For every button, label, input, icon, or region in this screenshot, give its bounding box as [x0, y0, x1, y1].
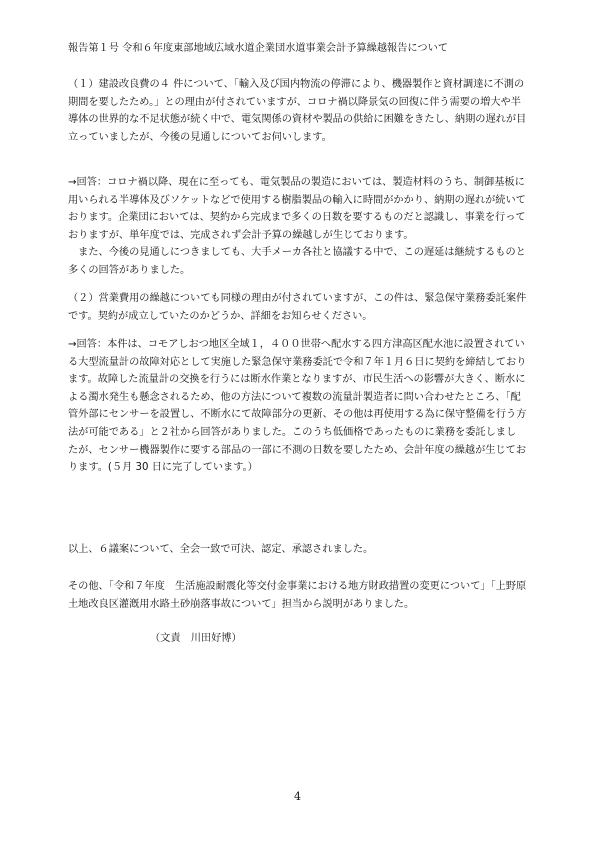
author-attribution: （文責 川田好博）	[150, 633, 242, 644]
report-heading: 報告第１号 令和６年度東部地域広域水道企業団水道事業会計予算繰越報告について	[68, 43, 448, 54]
summary-paragraph: 以上、６議案について、全会一致で可決、認定、承認されました。	[68, 544, 374, 555]
page-number: 4	[294, 790, 301, 803]
other-paragraph: その他、「令和７年度 生活施設耐震化等交付金事業における地方財政措置の変更について」「上野原 土地改良区灌漑用水路土砂崩落事故について」担当から説明がありました。	[68, 581, 527, 610]
answer-1: →回答：コロナ禍以降、現在に至っても、電気製品の製造においては、製造材料のうち、制御基板に 用いられる半導体及びソケットなどで使用する樹脂製品の輸入に時間がかかり、納期の遅れが続いて おります。企業団においては、契約から完成まで多くの日数を要するものだと認識し、事業を行って おりますが、単年度では、完成されず会計予算の繰越しが生じております。 また、今後の見通しにつきましても、大手メーカ各社と協議する中で、この遅延は継続するものと 多くの回答がありました。	[68, 177, 526, 276]
question-2: （２）営業費用の繰越についても同様の理由が付されていますが、この件は、緊急保守業務委託案件 です。契約が成立していたのかどうか、詳細をお知らせください。	[68, 293, 527, 322]
answer-2: →回答：本件は、コモアしおつ地区全域１，４００世帯へ配水する四方津高区配水池に設置されてい る大型流量計の故障対応として実施した緊急保守業務委託で令和７年１月６日に契約を締結しており ます。故障した流量計の交換を行うには断水作業となりますが、市民生活への影響が大きく、断水に よる濁水発生も懸念されるため、他の方法について複数の流量計製造者に問い合わせたところ、「配 管外部にセンサーを設置し、不断水にて故障部分の更新、その他は再使用する為に保守整備を行う方 法が可能である」と２社から回答がありました。このうち低価格であったものに業務を委託しまし たが、センサー機器製作に要する部品の一部に不測の日数を要したため、会計年度の繰越が生じてお ります。(５月 30 日に完了しています。）	[68, 339, 527, 474]
question-1: （１）建設改良費の４ 件について、「輸入及び国内物流の停滞により、機器製作と資材調達に不測の 期間を要したため。」との理由が付されていますが、コロナ禍以降景気の回復に伴う需要の増大や半 導体の世界的な不足状態が続く中で、電気関係の資材や製品の供給に困難をきたし、納期の遅れが目 立っていましたが、今後の見通しについてお伺いします。	[68, 79, 527, 143]
